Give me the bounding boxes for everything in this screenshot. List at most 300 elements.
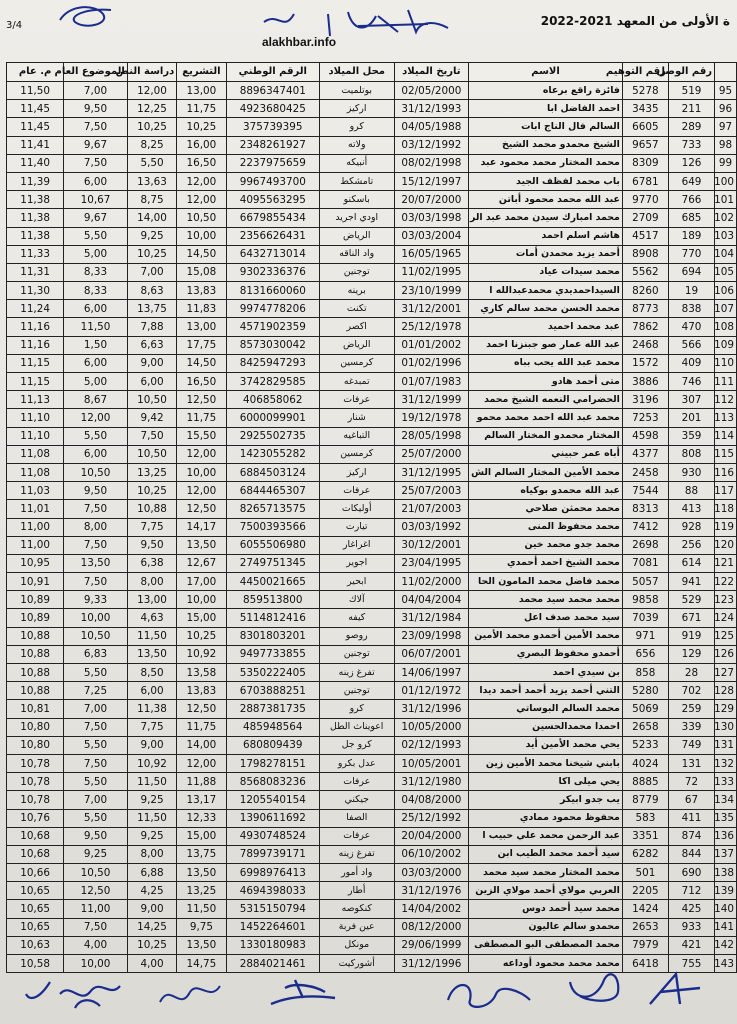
table-cell: 10,66 xyxy=(7,864,64,882)
table-cell: عدل بكرو xyxy=(319,754,394,772)
table-cell: 9,50 xyxy=(127,536,176,554)
table-cell: كرمسين xyxy=(319,445,394,463)
table-row xyxy=(7,318,737,336)
table-cell: 17,75 xyxy=(177,336,226,354)
column-header: رقم التوهيم xyxy=(622,63,668,82)
table-cell: 101 xyxy=(715,191,737,209)
table-cell: 8,00 xyxy=(127,845,176,863)
column-header: رقم الوصل xyxy=(668,63,714,82)
candidate-name-cell: عبد الله عمار صو جبنزنا احمد xyxy=(469,336,623,354)
table-cell: 5562 xyxy=(622,263,668,281)
table-cell: 28/05/1998 xyxy=(394,427,469,445)
table-cell: 11,03 xyxy=(7,482,64,500)
column-header: الرقم الوطني xyxy=(226,63,319,82)
table-cell: 406858062 xyxy=(226,391,319,409)
candidate-name-cell: محمدو سالم عاليون xyxy=(469,918,623,936)
candidate-name-cell: محمد الأمين المختار السالم الش xyxy=(469,463,623,481)
table-cell: 139 xyxy=(715,882,737,900)
table-cell: 125 xyxy=(715,627,737,645)
table-cell: 9,75 xyxy=(177,918,226,936)
table-cell: 755 xyxy=(668,955,714,973)
table-cell: 413 xyxy=(668,500,714,518)
table-cell: 14/06/1997 xyxy=(394,664,469,682)
candidate-name-cell: محمد فاضل محمد المامون الحا xyxy=(469,573,623,591)
table-cell: 6432713014 xyxy=(226,245,319,263)
table-cell: 5,50 xyxy=(64,664,128,682)
table-cell: 7,50 xyxy=(64,154,128,172)
table-cell: 3351 xyxy=(622,827,668,845)
table-cell: 11,15 xyxy=(7,373,64,391)
table-cell: 671 xyxy=(668,609,714,627)
table-cell: 5233 xyxy=(622,736,668,754)
table-cell: 808 xyxy=(668,445,714,463)
table-cell: شنار xyxy=(319,409,394,427)
table-cell: 746 xyxy=(668,373,714,391)
table-cell: أشوركيت xyxy=(319,955,394,973)
table-cell: 7,00 xyxy=(64,82,128,100)
table-cell: 11,41 xyxy=(7,136,64,154)
table-cell: 9657 xyxy=(622,136,668,154)
table-cell: الصفا xyxy=(319,809,394,827)
table-cell: 7,50 xyxy=(64,536,128,554)
candidate-name-cell: محمد الشيخ احمد أحمدي xyxy=(469,554,623,572)
table-cell: 13,83 xyxy=(177,682,226,700)
document-header xyxy=(0,0,737,60)
candidate-name-cell: فائزة راقع برعاه xyxy=(469,82,623,100)
table-row xyxy=(7,227,737,245)
table-cell: 3196 xyxy=(622,391,668,409)
table-cell: 7862 xyxy=(622,318,668,336)
table-cell: 6282 xyxy=(622,845,668,863)
table-cell: 20/04/2000 xyxy=(394,827,469,845)
table-row xyxy=(7,172,737,190)
table-cell: 11,45 xyxy=(7,100,64,118)
table-cell: 31/12/1976 xyxy=(394,882,469,900)
table-cell: 9974778206 xyxy=(226,300,319,318)
table-cell: 5,50 xyxy=(127,154,176,172)
table-cell: 4517 xyxy=(622,227,668,245)
table-cell: 11,30 xyxy=(7,282,64,300)
table-cell: تامشكط xyxy=(319,172,394,190)
table-cell: 16/05/1965 xyxy=(394,245,469,263)
candidate-name-cell: محمد سيدات عياد xyxy=(469,263,623,281)
candidate-name-cell: باب محمد لفظف الجيد xyxy=(469,172,623,190)
table-cell: 13,83 xyxy=(177,282,226,300)
table-cell: 11,75 xyxy=(177,718,226,736)
table-cell: 2698 xyxy=(622,536,668,554)
table-row xyxy=(7,245,737,263)
table-cell: 6,00 xyxy=(64,300,128,318)
candidate-name-cell: محمد السالم البوساتي xyxy=(469,700,623,718)
table-cell: 9,25 xyxy=(127,827,176,845)
table-cell: 12,00 xyxy=(177,191,226,209)
table-cell: 8,75 xyxy=(127,191,176,209)
table-cell: 10,25 xyxy=(177,118,226,136)
table-cell: 656 xyxy=(622,645,668,663)
table-cell: 31/12/1996 xyxy=(394,700,469,718)
table-cell: 126 xyxy=(668,154,714,172)
table-cell: 10,65 xyxy=(7,900,64,918)
table-cell: 339 xyxy=(668,718,714,736)
table-cell: 6,88 xyxy=(127,864,176,882)
table-cell: توجنين xyxy=(319,263,394,281)
table-cell: 30/12/2001 xyxy=(394,536,469,554)
table-cell: 9,67 xyxy=(64,136,128,154)
signature-icon xyxy=(560,962,630,1012)
candidate-name-cell: محمد عبد الله احمد محمد محمو xyxy=(469,409,623,427)
table-cell: عرفات xyxy=(319,482,394,500)
table-cell: باسكنو xyxy=(319,191,394,209)
candidate-name-cell: محمد امبارك سيدن محمد عبد الر xyxy=(469,209,623,227)
table-cell: 10,68 xyxy=(7,827,64,845)
signature-icon xyxy=(150,972,230,1017)
table-cell: 8313 xyxy=(622,500,668,518)
table-cell: 4450021665 xyxy=(226,573,319,591)
table-header-row xyxy=(7,63,737,82)
table-cell: 7544 xyxy=(622,482,668,500)
table-cell: 8,00 xyxy=(64,518,128,536)
table-cell: 109 xyxy=(715,336,737,354)
table-cell: 1798278151 xyxy=(226,754,319,772)
table-cell: 3886 xyxy=(622,373,668,391)
table-row xyxy=(7,409,737,427)
table-cell: 4377 xyxy=(622,445,668,463)
table-cell: 12,00 xyxy=(64,409,128,427)
table-cell: 06/10/2002 xyxy=(394,845,469,863)
table-cell: 10,89 xyxy=(7,591,64,609)
table-cell: 470 xyxy=(668,318,714,336)
table-cell: ابحير xyxy=(319,573,394,591)
table-cell: 9,67 xyxy=(64,209,128,227)
table-cell: 859513800 xyxy=(226,591,319,609)
table-cell: 1205540154 xyxy=(226,791,319,809)
table-row xyxy=(7,845,737,863)
results-table xyxy=(6,62,737,973)
candidate-name-cell: محمد محفوظ المنى xyxy=(469,518,623,536)
table-cell: 129 xyxy=(715,700,737,718)
table-cell: 10,95 xyxy=(7,554,64,572)
candidate-name-cell: أحمدو محفوظ البصري xyxy=(469,645,623,663)
table-cell: 770 xyxy=(668,245,714,263)
table-row xyxy=(7,282,737,300)
table-cell: 8131660060 xyxy=(226,282,319,300)
table-cell: 289 xyxy=(668,118,714,136)
table-cell: 8908 xyxy=(622,245,668,263)
table-cell: 3435 xyxy=(622,100,668,118)
table-cell: 107 xyxy=(715,300,737,318)
table-cell: 8779 xyxy=(622,791,668,809)
table-cell: 143 xyxy=(715,955,737,973)
table-cell: 307 xyxy=(668,391,714,409)
table-cell: 8260 xyxy=(622,282,668,300)
table-cell: 2458 xyxy=(622,463,668,481)
table-cell: 7,00 xyxy=(64,700,128,718)
table-cell: 19 xyxy=(668,282,714,300)
table-cell: 15/12/1997 xyxy=(394,172,469,190)
table-cell: 2356626431 xyxy=(226,227,319,245)
table-cell: 2468 xyxy=(622,336,668,354)
table-cell: 375739395 xyxy=(226,118,319,136)
table-cell: 16,50 xyxy=(177,373,226,391)
table-cell: بوتلميت xyxy=(319,82,394,100)
candidate-name-cell: عبد محمد احميد xyxy=(469,318,623,336)
table-row xyxy=(7,445,737,463)
table-row xyxy=(7,627,737,645)
table-cell: 14,17 xyxy=(177,518,226,536)
table-cell: 88 xyxy=(668,482,714,500)
table-cell: 6418 xyxy=(622,955,668,973)
table-cell: 9,42 xyxy=(127,409,176,427)
table-cell: 7,75 xyxy=(127,718,176,736)
table-cell: 13,58 xyxy=(177,664,226,682)
table-row xyxy=(7,609,737,627)
table-cell: 874 xyxy=(668,827,714,845)
candidate-name-cell: محمد المختار محمد سيد محمد xyxy=(469,864,623,882)
table-cell: 1423055282 xyxy=(226,445,319,463)
table-cell: 10,78 xyxy=(7,773,64,791)
table-cell: 31/12/2001 xyxy=(394,300,469,318)
table-cell: 680809439 xyxy=(226,736,319,754)
table-cell: 9,50 xyxy=(64,100,128,118)
table-row xyxy=(7,918,737,936)
table-cell: 14,75 xyxy=(177,955,226,973)
table-row xyxy=(7,536,737,554)
table-cell: 72 xyxy=(668,773,714,791)
table-cell: 10,88 xyxy=(7,682,64,700)
table-cell: تفرغ زينه xyxy=(319,845,394,863)
table-cell: 11,10 xyxy=(7,409,64,427)
table-cell: 132 xyxy=(715,754,737,772)
table-cell: 8885 xyxy=(622,773,668,791)
table-cell: 11,08 xyxy=(7,463,64,481)
table-cell: 14/04/2002 xyxy=(394,900,469,918)
table-cell: 9,25 xyxy=(64,845,128,863)
table-cell: 31/12/1996 xyxy=(394,955,469,973)
table-cell: 102 xyxy=(715,209,737,227)
candidate-name-cell: سيد محمد صدف اعل xyxy=(469,609,623,627)
table-cell: اركيز xyxy=(319,463,394,481)
table-cell: 9302336376 xyxy=(226,263,319,281)
candidate-name-cell: يحي محمد الأمين أيد xyxy=(469,736,623,754)
table-cell: 4024 xyxy=(622,754,668,772)
table-cell: 12,33 xyxy=(177,809,226,827)
candidate-name-cell: عبد الله محمد محمود أباتن xyxy=(469,191,623,209)
table-cell: 100 xyxy=(715,172,737,190)
table-cell: 11,38 xyxy=(127,700,176,718)
candidate-name-cell: محفوظ محمود ممادي xyxy=(469,809,623,827)
table-cell: 11,01 xyxy=(7,500,64,518)
candidate-name-cell: محمد المصطفى البو المصطفى xyxy=(469,936,623,954)
watermark-site: alakhbar.info xyxy=(262,35,337,49)
table-cell: 9,33 xyxy=(64,591,128,609)
table-cell: 10,00 xyxy=(177,591,226,609)
table-cell: 14,00 xyxy=(177,736,226,754)
table-cell: 11,00 xyxy=(7,536,64,554)
table-cell: 15,00 xyxy=(177,827,226,845)
table-cell: 119 xyxy=(715,518,737,536)
table-cell: 858 xyxy=(622,664,668,682)
table-cell: 5,00 xyxy=(64,373,128,391)
table-cell: 120 xyxy=(715,536,737,554)
table-cell: 112 xyxy=(715,391,737,409)
table-cell: 23/04/1995 xyxy=(394,554,469,572)
table-cell: 10,25 xyxy=(127,482,176,500)
table-cell: 96 xyxy=(715,100,737,118)
table-cell: 14,00 xyxy=(127,209,176,227)
table-cell: 10,76 xyxy=(7,809,64,827)
table-cell: 13,75 xyxy=(127,300,176,318)
table-cell: 5069 xyxy=(622,700,668,718)
table-cell: 10,91 xyxy=(7,573,64,591)
table-cell: 8425947293 xyxy=(226,354,319,372)
table-cell: 7,50 xyxy=(64,500,128,518)
table-cell: 11,24 xyxy=(7,300,64,318)
table-row xyxy=(7,900,737,918)
table-cell: 11,00 xyxy=(64,900,128,918)
table-cell: 11,50 xyxy=(127,627,176,645)
table-row xyxy=(7,664,737,682)
table-row xyxy=(7,645,737,663)
table-cell: 15,00 xyxy=(177,609,226,627)
table-cell: 123 xyxy=(715,591,737,609)
table-cell: 8568083236 xyxy=(226,773,319,791)
table-cell: 933 xyxy=(668,918,714,936)
table-cell: 11,10 xyxy=(7,427,64,445)
table-cell: 10,78 xyxy=(7,791,64,809)
column-header: م. عام xyxy=(7,63,64,82)
candidate-name-cell: أباه عمر حبيني xyxy=(469,445,623,463)
table-cell: 13,00 xyxy=(127,591,176,609)
document-headline: ة الأولى من المعهد 2021-2022 xyxy=(540,14,730,28)
table-cell: 5,50 xyxy=(64,736,128,754)
table-cell: 11/02/1995 xyxy=(394,263,469,281)
table-cell: 4930748524 xyxy=(226,827,319,845)
table-cell: 13,50 xyxy=(127,645,176,663)
table-cell: 23/10/1999 xyxy=(394,282,469,300)
table-cell: 11,75 xyxy=(177,409,226,427)
header-signature-icon xyxy=(258,2,458,42)
table-cell: 6844465307 xyxy=(226,482,319,500)
table-cell: 01/07/1983 xyxy=(394,373,469,391)
candidate-name-cell: التني أحمد يزيد أحمد أحمد ديدا xyxy=(469,682,623,700)
table-cell: 67 xyxy=(668,791,714,809)
table-cell: 685 xyxy=(668,209,714,227)
table-cell: 16,00 xyxy=(177,136,226,154)
table-cell: 9858 xyxy=(622,591,668,609)
column-header: دراسة النص xyxy=(127,63,176,82)
table-cell: 359 xyxy=(668,427,714,445)
table-cell: 11,50 xyxy=(64,318,128,336)
table-cell: 2709 xyxy=(622,209,668,227)
table-cell: 127 xyxy=(715,664,737,682)
table-cell: 189 xyxy=(668,227,714,245)
table-cell: 6605 xyxy=(622,118,668,136)
table-row xyxy=(7,718,737,736)
table-cell: 11,13 xyxy=(7,391,64,409)
table-cell: 4571902359 xyxy=(226,318,319,336)
table-cell: 14,50 xyxy=(177,245,226,263)
table-cell: 12,00 xyxy=(177,172,226,190)
table-row xyxy=(7,427,737,445)
table-cell: 10,50 xyxy=(64,463,128,481)
table-cell: 649 xyxy=(668,172,714,190)
table-cell: 11,15 xyxy=(7,354,64,372)
table-cell: 519 xyxy=(668,82,714,100)
table-cell: 01/02/1996 xyxy=(394,354,469,372)
table-cell: 11,31 xyxy=(7,263,64,281)
table-row xyxy=(7,154,737,172)
table-cell: 9,50 xyxy=(64,482,128,500)
table-cell: 7,00 xyxy=(64,791,128,809)
table-cell: 133 xyxy=(715,773,737,791)
table-cell: 08/12/2000 xyxy=(394,918,469,936)
table-cell: 7500393566 xyxy=(226,518,319,536)
table-cell: 411 xyxy=(668,809,714,827)
table-row xyxy=(7,209,737,227)
table-row xyxy=(7,700,737,718)
table-cell: 11,45 xyxy=(7,118,64,136)
table-cell: 14,50 xyxy=(177,354,226,372)
table-row xyxy=(7,809,737,827)
table-cell: 04/04/2004 xyxy=(394,591,469,609)
table-cell: 13,50 xyxy=(177,936,226,954)
signature-icon xyxy=(20,968,130,1018)
table-cell: 4,25 xyxy=(127,882,176,900)
table-cell: 12,50 xyxy=(177,391,226,409)
table-cell: 11,75 xyxy=(177,100,226,118)
table-cell: 1390611692 xyxy=(226,809,319,827)
table-cell: 11,16 xyxy=(7,318,64,336)
table-cell: 7,50 xyxy=(64,718,128,736)
table-cell: 256 xyxy=(668,536,714,554)
table-cell: عرفات xyxy=(319,391,394,409)
table-cell: اغراغار xyxy=(319,536,394,554)
candidate-name-cell: بابني شيخنا محمد الأمين زين xyxy=(469,754,623,772)
table-cell: 9967493700 xyxy=(226,172,319,190)
table-cell: 13,63 xyxy=(127,172,176,190)
table-cell: 2205 xyxy=(622,882,668,900)
table-cell: 11,38 xyxy=(7,191,64,209)
table-cell: أطار xyxy=(319,882,394,900)
pen-mark-icon xyxy=(55,2,115,32)
table-cell: 5278 xyxy=(622,82,668,100)
candidate-name-cell: سيد أحمد محمد الطيب ابن xyxy=(469,845,623,863)
table-cell: 124 xyxy=(715,609,737,627)
table-row xyxy=(7,754,737,772)
table-cell: 25/07/2003 xyxy=(394,482,469,500)
table-cell: 690 xyxy=(668,864,714,882)
table-cell: 131 xyxy=(668,754,714,772)
table-cell: 114 xyxy=(715,427,737,445)
table-cell: 8,67 xyxy=(64,391,128,409)
table-cell: 11,38 xyxy=(7,227,64,245)
table-cell: 712 xyxy=(668,882,714,900)
table-cell: 9,25 xyxy=(127,791,176,809)
table-cell: 113 xyxy=(715,409,737,427)
table-cell: 10,25 xyxy=(177,627,226,645)
table-cell: 6,00 xyxy=(64,445,128,463)
table-row xyxy=(7,882,737,900)
table-cell: 8,63 xyxy=(127,282,176,300)
candidate-name-cell: احمد الفاضل ابا xyxy=(469,100,623,118)
candidate-name-cell: يحي ميلى اكا xyxy=(469,773,623,791)
table-cell: 95 xyxy=(715,82,737,100)
table-cell: 10,67 xyxy=(64,191,128,209)
table-cell: 15,50 xyxy=(177,427,226,445)
table-cell: 7,50 xyxy=(64,573,128,591)
table-cell: 12,25 xyxy=(127,100,176,118)
table-cell: 4923680425 xyxy=(226,100,319,118)
